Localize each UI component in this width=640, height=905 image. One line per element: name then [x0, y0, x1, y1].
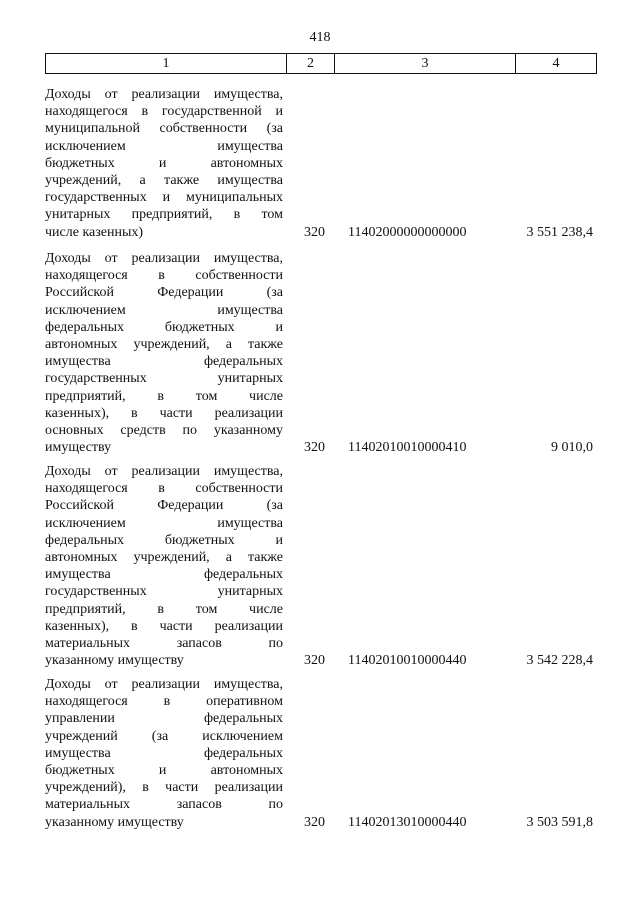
column-header-1: 1 [46, 54, 287, 74]
description-line: имущества федеральных [45, 745, 283, 761]
description-line: учреждений), в части реализации [45, 780, 283, 796]
row-description [45, 250, 283, 456]
row-admin-code: 320 [304, 653, 325, 669]
description-line: находящегося в государственной и [45, 104, 283, 120]
description-line: Доходы от реализации имущества, [45, 251, 283, 266]
description-line: исключением имущества [45, 302, 283, 318]
description-line: учреждений (за исключением [45, 728, 283, 744]
description-line: Доходы от реализации имущества, [45, 677, 283, 692]
description-line: автономных учреждений, а также [45, 549, 283, 565]
description-line: бюджетных и автономных [45, 762, 283, 778]
description-line: учреждений, а также имущества [45, 172, 283, 188]
description-line: имущества федеральных [45, 354, 283, 370]
description-line: государственных унитарных [45, 584, 283, 600]
description-line: исключением имущества [45, 138, 283, 154]
page-number: 418 [309, 30, 331, 45]
description-line: федеральных бюджетных и [45, 532, 283, 548]
description-line: государственных и муниципальных [45, 190, 283, 206]
description-line: Российской Федерации (за [45, 498, 283, 514]
description-line: бюджетных и автономных [45, 155, 283, 171]
description-line: унитарных предприятий, в том [45, 207, 283, 223]
description-line: предприятий, в том числе [45, 388, 283, 404]
row-admin-code: 320 [304, 814, 325, 830]
table-row [45, 86, 595, 241]
description-line: имуществу [45, 440, 112, 456]
row-amount: 3 503 591,8 [526, 814, 593, 830]
row-description [45, 86, 283, 241]
description-line: казенных), в части реализации [45, 405, 283, 421]
description-line: находящегося в собственности [45, 268, 283, 284]
description-line: числе казенных) [45, 224, 144, 240]
row-budget-code: 11402000000000000 [348, 224, 467, 240]
description-line: Доходы от реализации имущества, [45, 87, 283, 102]
description-line: казенных), в части реализации [45, 618, 283, 634]
description-line: предприятий, в том числе [45, 601, 283, 617]
description-line: муниципальной собственности (за [45, 121, 283, 137]
description-line: Доходы от реализации имущества, [45, 464, 283, 479]
row-budget-code: 11402013010000440 [348, 814, 467, 830]
description-line: государственных унитарных [45, 371, 283, 387]
description-line: федеральных бюджетных и [45, 319, 283, 335]
description-line: управлении федеральных [45, 711, 283, 727]
column-header-4: 4 [516, 54, 597, 74]
description-line: имущества федеральных [45, 567, 283, 583]
row-amount: 3 542 228,4 [526, 653, 593, 669]
row-amount: 9 010,0 [551, 440, 593, 456]
description-line: исключением имущества [45, 515, 283, 531]
column-header-table [45, 53, 597, 74]
description-line: находящегося в оперативном [45, 694, 283, 710]
description-line: материальных запасов по [45, 635, 283, 651]
table-row [45, 250, 595, 456]
row-description [45, 676, 283, 831]
row-amount: 3 551 238,4 [526, 224, 593, 240]
row-description [45, 463, 283, 669]
description-line: Российской Федерации (за [45, 285, 283, 301]
table-row [45, 676, 595, 831]
description-line: материальных запасов по [45, 797, 283, 813]
column-header-row [46, 54, 597, 74]
description-line: находящегося в собственности [45, 481, 283, 497]
row-budget-code: 11402010010000440 [348, 653, 467, 669]
row-budget-code: 11402010010000410 [348, 440, 467, 456]
column-header-3: 3 [335, 54, 516, 74]
description-line: указанному имуществу [45, 814, 184, 830]
description-line: автономных учреждений, а также [45, 336, 283, 352]
column-header-2: 2 [287, 54, 335, 74]
description-line: основных средств по указанному [45, 422, 283, 438]
table-row [45, 463, 595, 669]
row-admin-code: 320 [304, 440, 325, 456]
row-admin-code: 320 [304, 224, 325, 240]
description-line: указанному имуществу [45, 653, 184, 669]
